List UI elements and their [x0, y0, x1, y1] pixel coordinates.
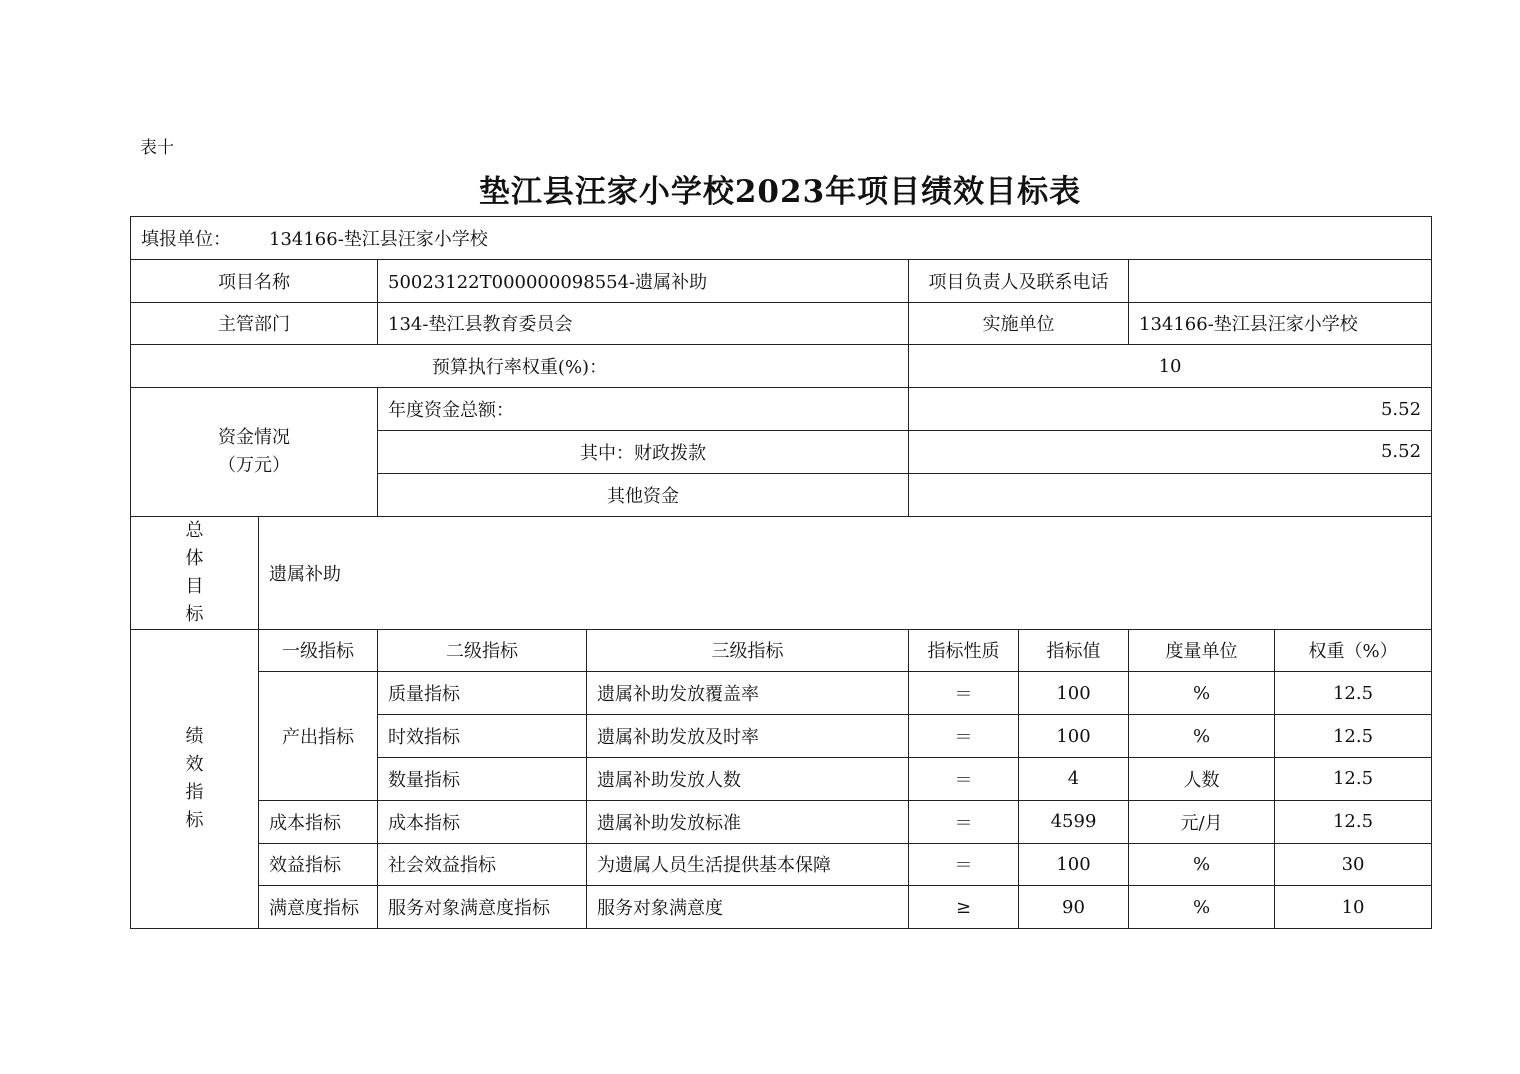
nature-cell: ＝: [909, 843, 1019, 886]
impl-label: 实施单位: [909, 302, 1129, 345]
level2-cell: 服务对象满意度指标: [378, 886, 587, 929]
dept-value: 134-垫江县教育委员会: [378, 302, 909, 345]
dept-row: [131, 302, 1432, 345]
unit-cell: %: [1129, 886, 1275, 929]
value-cell: 4: [1019, 757, 1129, 800]
budget-weight-label: 预算执行率权重(%)：: [131, 345, 909, 388]
header-level1: 一级指标: [259, 629, 378, 672]
funds-total-row: [131, 388, 1432, 431]
header-weight: 权重（%）: [1275, 629, 1432, 672]
goal-value: 遗属补助: [259, 516, 1432, 629]
table-row: [131, 800, 1432, 843]
dept-label: 主管部门: [131, 302, 378, 345]
goal-label-char: 标: [185, 603, 204, 625]
funds-label-line2: （万元）: [218, 454, 290, 476]
contact-value: [1129, 259, 1432, 302]
indicators-label: [131, 629, 259, 929]
level3-cell: 遗属补助发放标准: [587, 800, 909, 843]
indicators-label-char: 指: [185, 781, 204, 803]
level2-cell: 质量指标: [378, 672, 587, 715]
level1-cell: 成本指标: [259, 800, 378, 843]
unit-cell: %: [1129, 715, 1275, 758]
level2-cell: 数量指标: [378, 757, 587, 800]
goal-label: [131, 516, 259, 629]
project-name-value: 50023122T000000098554-遗属补助: [378, 259, 909, 302]
value-cell: 4599: [1019, 800, 1129, 843]
filler-cell: [131, 217, 1432, 260]
level3-cell: 为遗属人员生活提供基本保障: [587, 843, 909, 886]
funds-fiscal-value: 5.52: [909, 430, 1432, 473]
funds-fiscal-label: 其中：财政拨款: [378, 430, 909, 473]
level3-cell: 遗属补助发放人数: [587, 757, 909, 800]
unit-cell: 人数: [1129, 757, 1275, 800]
weight-cell: 30: [1275, 843, 1432, 886]
unit-cell: 元/月: [1129, 800, 1275, 843]
header-level3: 三级指标: [587, 629, 909, 672]
unit-cell: %: [1129, 672, 1275, 715]
filler-value: 134166-垫江县汪家小学校: [269, 228, 488, 250]
indicators-label-char: 效: [185, 753, 204, 775]
level1-cell: 产出指标: [259, 672, 378, 800]
header-unit: 度量单位: [1129, 629, 1275, 672]
header-nature: 指标性质: [909, 629, 1019, 672]
indicator-header-row: [131, 629, 1432, 672]
weight-row: [131, 345, 1432, 388]
funds-other-label: 其他资金: [378, 473, 909, 516]
goal-label-char: 总: [185, 519, 204, 541]
filler-row: [131, 217, 1432, 260]
level3-cell: 服务对象满意度: [587, 886, 909, 929]
nature-cell: ＝: [909, 757, 1019, 800]
performance-table: [130, 216, 1432, 929]
page-title: 垫江县汪家小学校2023年项目绩效目标表: [478, 174, 1082, 210]
table-row: [131, 886, 1432, 929]
level2-cell: 成本指标: [378, 800, 587, 843]
value-cell: 90: [1019, 886, 1129, 929]
header-value: 指标值: [1019, 629, 1129, 672]
weight-cell: 12.5: [1275, 757, 1432, 800]
project-name-label: 项目名称: [131, 259, 378, 302]
level3-cell: 遗属补助发放及时率: [587, 715, 909, 758]
level2-cell: 时效指标: [378, 715, 587, 758]
impl-value: 134166-垫江县汪家小学校: [1129, 302, 1432, 345]
header-level2: 二级指标: [378, 629, 587, 672]
funds-total-label: 年度资金总额：: [378, 388, 909, 431]
filler-label: 填报单位：: [141, 228, 231, 250]
budget-weight-value: 10: [909, 345, 1432, 388]
table-row: [131, 843, 1432, 886]
table-row: [131, 672, 1432, 715]
weight-cell: 12.5: [1275, 800, 1432, 843]
nature-cell: ＝: [909, 672, 1019, 715]
goal-label-char: 目: [185, 575, 204, 597]
nature-cell: ≥: [909, 886, 1019, 929]
value-cell: 100: [1019, 715, 1129, 758]
funds-total-value: 5.52: [909, 388, 1432, 431]
level1-cell: 满意度指标: [259, 886, 378, 929]
indicators-label-char: 绩: [185, 725, 204, 747]
goal-row: [131, 516, 1432, 629]
indicators-label-char: 标: [185, 809, 204, 831]
contact-label: 项目负责人及联系电话: [909, 259, 1129, 302]
table-number: 表十: [140, 138, 174, 158]
nature-cell: ＝: [909, 715, 1019, 758]
level3-cell: 遗属补助发放覆盖率: [587, 672, 909, 715]
weight-cell: 10: [1275, 886, 1432, 929]
nature-cell: ＝: [909, 800, 1019, 843]
value-cell: 100: [1019, 843, 1129, 886]
project-row: [131, 259, 1432, 302]
level1-cell: 效益指标: [259, 843, 378, 886]
level2-cell: 社会效益指标: [378, 843, 587, 886]
weight-cell: 12.5: [1275, 715, 1432, 758]
weight-cell: 12.5: [1275, 672, 1432, 715]
goal-label-char: 体: [185, 547, 204, 569]
funds-label-line1: 资金情况: [218, 426, 290, 448]
funds-label: [131, 388, 378, 516]
unit-cell: %: [1129, 843, 1275, 886]
funds-other-value: [909, 473, 1432, 516]
value-cell: 100: [1019, 672, 1129, 715]
